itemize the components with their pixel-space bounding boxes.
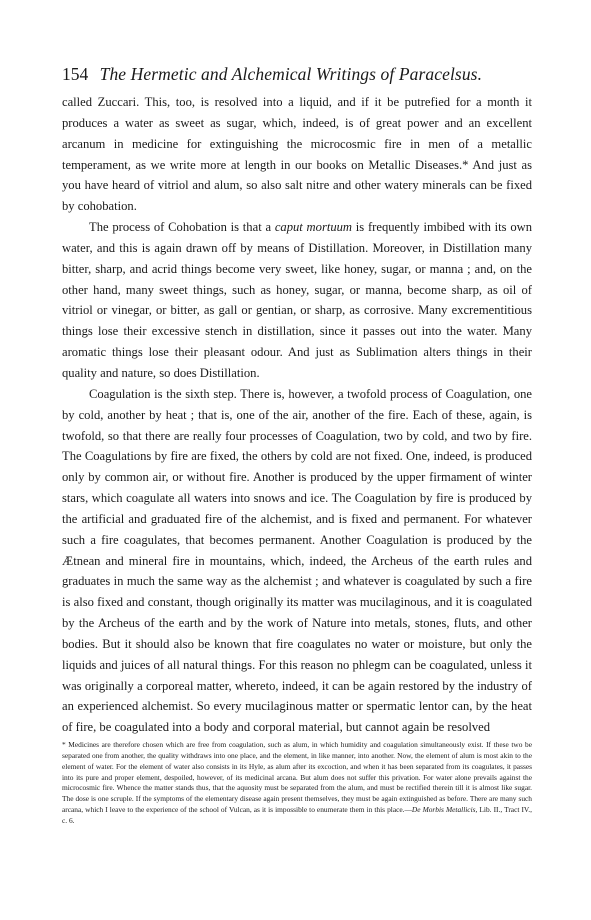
paragraph — [62, 217, 532, 384]
text-run: The process of Cohobation is that a — [89, 220, 275, 235]
body-text — [62, 92, 532, 738]
footnote — [62, 740, 532, 827]
running-header — [62, 62, 532, 86]
footnote-reference: Lib. II., Tract IV., c. 6. — [62, 805, 533, 825]
paragraph — [62, 384, 532, 738]
text-run: is frequently imbibed with its own water, and this is again drawn off by means of Distillation. Moreover, in Distillation many bitter, sharp, and acrid things become very sweet, like honey, sugar, or manna ; and, on the other hand, many sweet things, such as honey, sugar, or manna, become sharp, as oil of vitriol or vinegar, or bitter, as gall or gentian, or sharp, as corrosive. Many excrementitious things lose their excessive stench in distillation, since it passes out into the water. Many aromatic things lose their pleasant odour. And just as Sublimation alters things in their quality and nature, so does Distillation. — [62, 220, 533, 380]
running-title: The Hermetic and Alchemical Writings of Paracelsus. — [99, 64, 483, 84]
page-number: 154 — [62, 64, 89, 84]
footnote-citation: De Morbis Metallicis, — [411, 805, 478, 815]
footnote-text: * Medicines are therefore chosen which are free from coagulation, such as alum, in which humidity and coagulation simultaneously exist. If these two be separated one from another, the quality withdraws into one place, and the element, in like manner, into another. Now, the element of alum is most akin to the element of water. For the element of water also consists in its Hyle, as alum after its excoction, and when it has been separated from its coagulates, it passes into its pure and proper element, despoiled, however, of its medicinal arcana. But alum does not suffer this privation. For water alone prevails against the microcosmic fire. Whence the matter stands thus, that the aquosity must be separated from the alum, and must be rectified therein till it is almost like sugar. The dose is one scruple. If the symptoms of the elementary disease again present themselves, they must be again extinguished as before. There are many such arcana, which I leave to the experience of the school of Vulcan, as it is impossible to enumerate them in this place.— — [62, 740, 532, 815]
paragraph — [62, 92, 532, 217]
text-run: called Zuccari. This, too, is resolved into a liquid, and if it be putrefied for a month it produces a water as sweet as sugar, which, indeed, is of great power and an excellent arcanum in medicine for extinguishing the microcosmic fire in men of a metallic temperament, as we write more at length in our books on Metallic Diseases.* And just as you have heard of vitriol and alum, so also salt nitre and other watery minerals can be fixed by cohobation. — [62, 95, 532, 214]
italic-term: caput mortuum — [274, 220, 353, 235]
text-run: Coagulation is the sixth step. There is, however, a twofold process of Coagulation, one by cold, another by heat ; that is, one of the air, another of the fire. Each of these, again, is twofold, so that there are really four processes of Coagulation, two by cold, and two by fire. The Coagulations by fire are fixed, the others by cold are not fixed. One, indeed, is produced only by common air, or without fire. Another is produced by the upper firmament of winter stars, which coagulate all waters into snows and ice. The Coagulation by fire is produced by the artificial and graduated fire of the alchemist, and is fixed and permanent. For whatever such a fire coagulates, that becomes permanent. Another Coagulation is produced by the Ætnean and mineral fire in mountains, which, indeed, the Archeus of the earth rules and graduates in much the same way as the alchemist ; and whatever is coagulated by such a fire is also fixed and constant, though originally its matter was mucilaginous, and it is coagulated by the Archeus of the earth and by the work of Nature into metals, stones, fluts, and other bodies. But it should also be known that fire coagulates no water or moisture, but only the liquids and juices of all natural things. For this reason no phlegm can be coagulated, unless it was originally a corporeal matter, whereto, indeed, it can be again restored by the industry of an experienced alchemist. So every mucilaginous matter or spermatic lentor can, by the heat of fire, be coagulated into a body and corporal material, but cannot again be resolved — [62, 386, 532, 735]
